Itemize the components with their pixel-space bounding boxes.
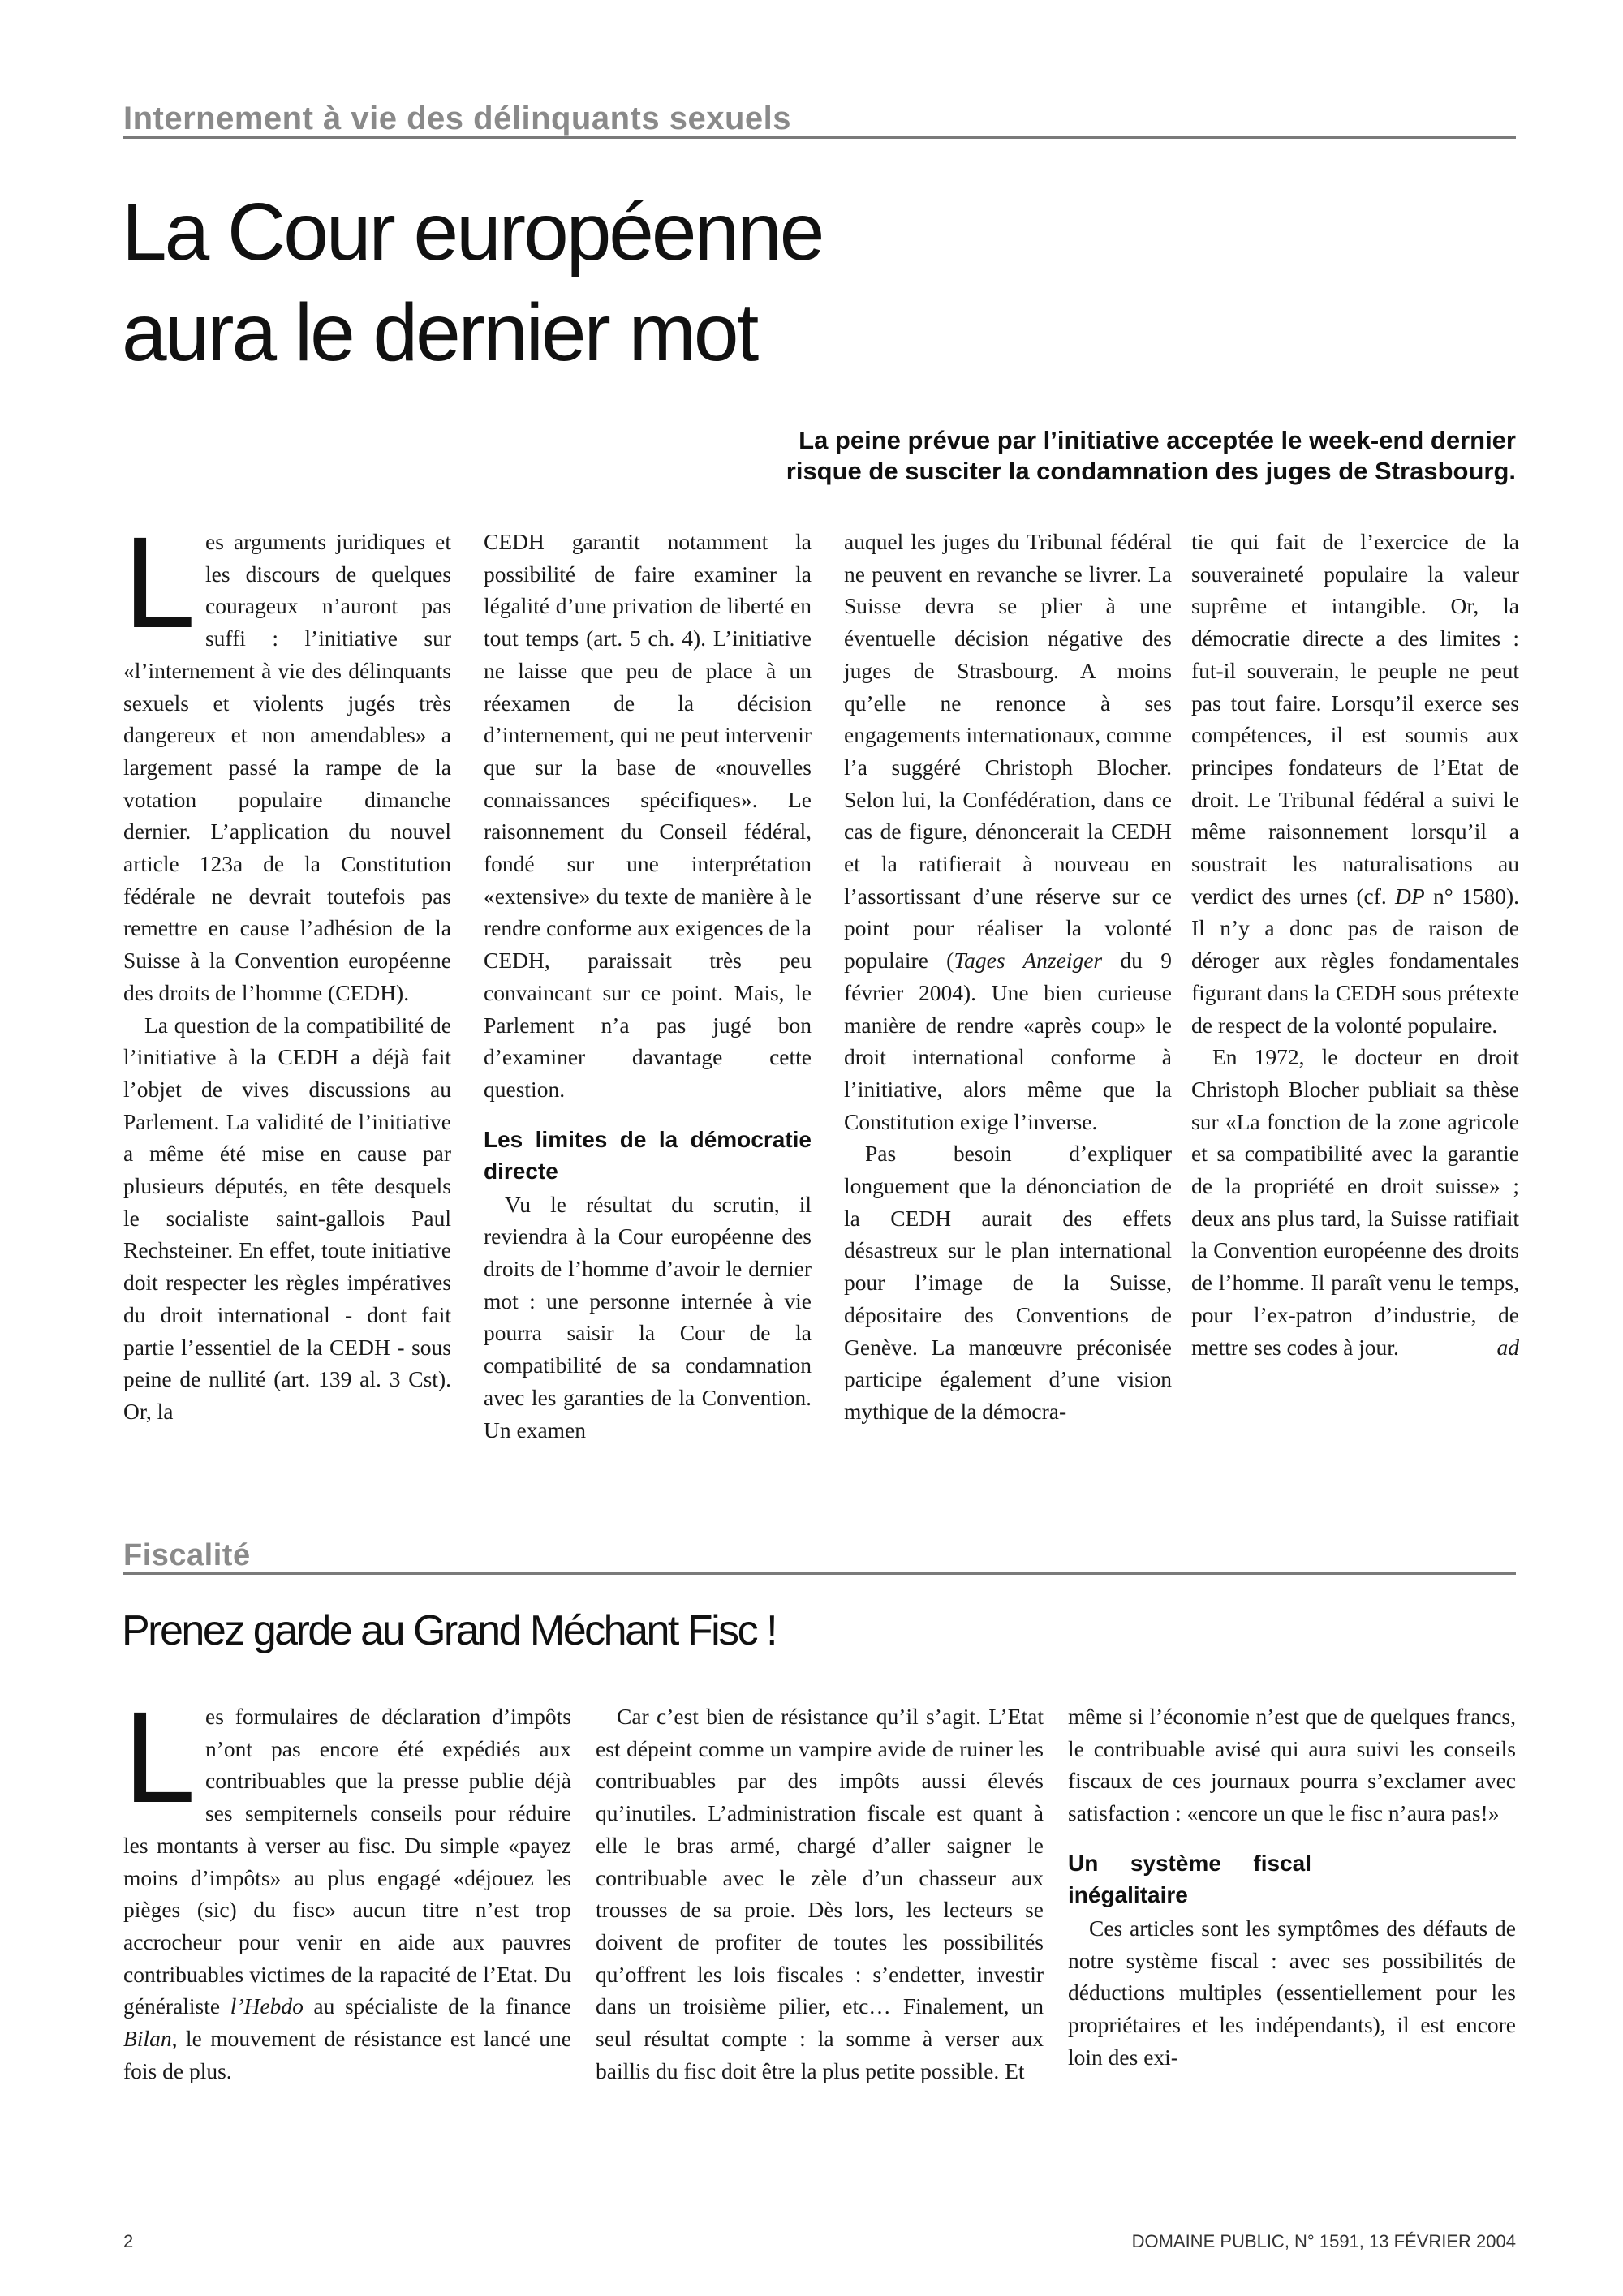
- paragraph: Ces articles sont les symptômes des défauts de notre système fiscal : avec ses possibilités de déductions multiples (essentiellement pour les propriétaires et les indépendants), il est encore loin des exi-: [1068, 1915, 1516, 2070]
- article-title-line-1: La Cour européenne: [122, 187, 823, 277]
- article-title: [122, 182, 822, 383]
- drop-cap: L: [123, 1684, 196, 1829]
- deck-line-2: risque de susciter la condamnation des juges de Strasbourg.: [786, 457, 1516, 485]
- drop-cap: L: [123, 510, 196, 655]
- article-column-3: [844, 526, 1172, 1428]
- publication-info: DOMAINE PUBLIC, N° 1591, 13 FÉVRIER 2004: [1131, 2231, 1516, 2251]
- paragraph: Les arguments juridiques et les discours de quelques courageux n’auront pas suffi : l’initiative sur «l’internement à vie des délinquants sexuels et violents jugés très dangereux et non amendables» a largement passé la rampe de la votation populaire dimanche dernier. L’application du nouvel article 123a de la Constitution fédérale ne devrait toutefois pas remettre en cause l’adhésion de la Suisse à la Convention européenne des droits de l’homme (CEDH).: [123, 510, 451, 1005]
- subheading: Un système fiscal inégalitaire: [1068, 1850, 1311, 1907]
- paragraph: même si l’économie n’est que de quelques francs, le contribuable avisé qui aura suivi les conseils fiscaux de ces journaux pourra s’exclamer avec satisfaction : «encore un que le fisc n’aura pas!»: [1068, 1704, 1516, 1826]
- paragraph: La question de la compatibilité de l’initiative à la CEDH a déjà fait l’objet de vives discussions au Parlement. La validité de l’initiative a même été mise en cause par plusieurs députés, en tête desquels le socialiste saint-gallois Paul Rechsteiner. En effet, toute initiative doit respecter les règles impératives du droit international - dont fait partie l’essentiel de la CEDH - sous peine de nullité (art. 139 al. 3 Cst). Or, la: [123, 1012, 451, 1424]
- section-kicker-2: Fiscalité: [123, 1538, 251, 1572]
- paragraph: Vu le résultat du scrutin, il reviendra à la Cour européenne des droits de l’homme d’avoir le dernier mot : une personne internée à vie pourra saisir la Cour de la compatibilité de sa condamnation avec les garanties de la Convention. Un examen: [484, 1191, 812, 1443]
- subheading: Les limites de la démocratie directe: [484, 1126, 812, 1184]
- paragraph: Les formulaires de déclaration d’impôts n’ont pas encore été expédiés aux contribuables que la presse publie déjà ses sempiternels conseils pour réduire les montants à verser au fisc. Du simple «payez moins d’impôts» au plus engagé «déjouez les pièges (sic) du fisc» aucun titre n’est trop accrocheur pour venir en aide aux pauvres contribuables victimes de la rapacité de l’Etat. Du généraliste l’Hebdo au spécialiste de la finance Bilan, le mouvement de résistance est lancé une fois de plus.: [123, 1684, 571, 2083]
- article-2-column-3: [1068, 1701, 1516, 2073]
- article-column-2: [484, 526, 812, 1446]
- deck-line-1: La peine prévue par l’initiative acceptée le week-end dernier: [799, 426, 1516, 454]
- paragraph: Car c’est bien de résistance qu’il s’agit. L’Etat est dépeint comme un vampire avide de ruiner les contribuables par des impôts aussi élevés qu’inutiles. L’administration fiscale est quant à elle le bras armé, chargé d’aller saigner le contribuable avec le zèle d’un chasseur aux trousses de sa proie. Dès lors, les lecteurs se doivent de profiter de toutes les possibilités qu’offrent les lois fiscales : s’endetter, investir dans un troisième pilier, etc… Finalement, un seul résultat compte : la somme à verser aux baillis du fisc doit être la plus petite possible. Et: [596, 1704, 1044, 2083]
- section-rule-2: [123, 1572, 1516, 1575]
- section-rule: [123, 136, 1516, 139]
- article-deck: [299, 425, 1516, 487]
- article-title-line-2: aura le dernier mot: [122, 287, 757, 378]
- article-2-column-1: [123, 1684, 571, 2087]
- paragraph: CEDH garantit notamment la possibilité de faire examiner la légalité d’une privation de liberté en tout temps (art. 5 ch. 4). L’initiative ne laisse que peu de place à un réexamen de la décision d’internement, qui ne peut intervenir que sur la base de «nouvelles connaissances spécifiques». Le raisonnement du Conseil fédéral, fondé sur une interprétation «extensive» du texte de manière à le rendre conforme aux exigences de la CEDH, paraissait très peu convaincant sur ce point. Mais, le Parlement n’a pas jugé bon d’examiner davantage cette question.: [484, 529, 812, 1102]
- section-kicker: Internement à vie des délinquants sexuels: [123, 101, 791, 136]
- paragraph: auquel les juges du Tribunal fédéral ne peuvent en revanche se livrer. La Suisse devra se plier à une éventuelle décision négative des juges de Strasbourg. A moins qu’elle ne renonce à ses engagements internationaux, comme l’a suggéré Christoph Blocher. Selon lui, la Confédération, dans ce cas de figure, dénoncerait la CEDH et la ratifierait à nouveau en l’assortissant d’une réserve sur ce point pour réaliser la volonté populaire (Tages Anzeiger du 9 février 2004). Une bien curieuse manière de rendre «après coup» le droit international conforme à l’initiative, alors même que la Constitution exige l’inverse.: [844, 529, 1173, 1134]
- paragraph: En 1972, le docteur en droit Christoph Blocher publiait sa thèse sur «La fonction de la zone agricole et sa compatibilité avec la garantie de la propriété en droit suisse» ; deux ans plus tard, la Suisse ratifiait la Convention européenne des droits de l’homme. Il paraît venu le temps, pour l’ex-patron d’industrie, de mettre ses codes à jour. ad: [1191, 1041, 1519, 1363]
- article-2-column-2: [596, 1701, 1044, 2087]
- article-2-title: Prenez garde au Grand Méchant Fisc !: [122, 1607, 777, 1654]
- page-number: 2: [123, 2231, 134, 2251]
- paragraph: Pas besoin d’expliquer longuement que la dénonciation de la CEDH aurait des effets désastreux sur le plan international pour l’image de la Suisse, dépositaire des Conventions de Genève. La manœuvre préconisée participe également d’une vision mythique de la démocra-: [844, 1141, 1172, 1424]
- article-column-1: [123, 510, 451, 1428]
- author-signature: ad: [1496, 1334, 1519, 1360]
- paragraph: tie qui fait de l’exercice de la souveraineté populaire la valeur suprême et intangible. Or, la démocratie directe a des limites : fut-il souverain, le peuple ne peut pas tout faire. Lorsqu’il exerce ses compétences, il est soumis aux principes fondateurs de l’Etat de droit. Le Tribunal fédéral a suivi le même raisonnement lorsqu’il a soustrait les naturalisations au verdict des urnes (cf. DP n° 1580). Il n’y a donc pas de raison de déroger aux règles fondamentales figurant dans la CEDH sous prétexte de respect de la volonté populaire.: [1191, 529, 1520, 1038]
- article-column-4: [1191, 526, 1519, 1363]
